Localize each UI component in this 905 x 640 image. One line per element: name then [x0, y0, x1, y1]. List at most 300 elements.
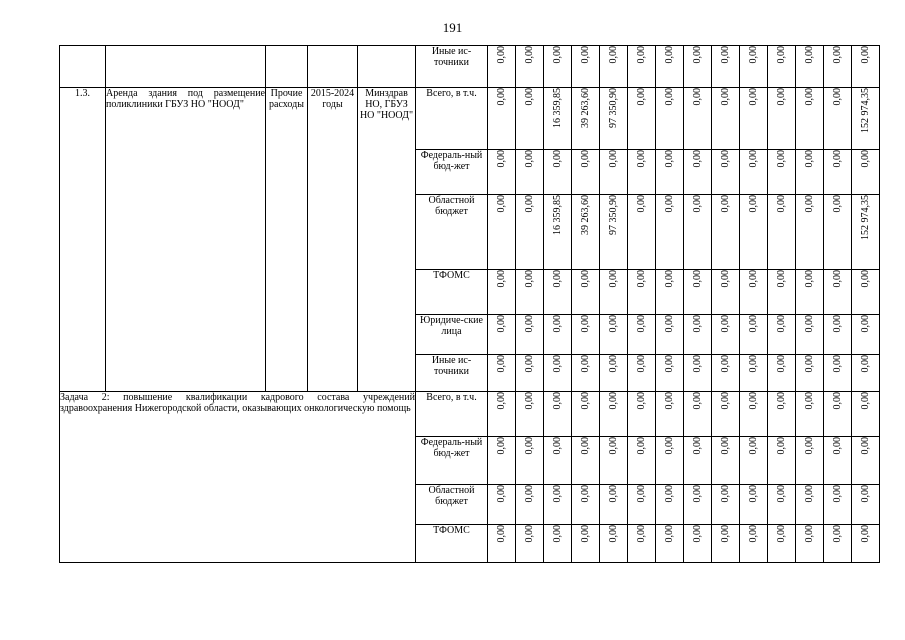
value-text: 0,00	[860, 355, 871, 373]
value-text: 0,00	[664, 525, 675, 543]
value-text: 0,00	[804, 437, 815, 455]
value-cell	[656, 46, 684, 88]
value-cell	[684, 437, 712, 485]
value-text: 0,00	[692, 315, 703, 333]
value-text: 0,00	[608, 485, 619, 503]
value-text: 0,00	[664, 150, 675, 168]
value-cell	[572, 392, 600, 437]
value-cell	[572, 355, 600, 392]
value-text: 0,00	[804, 485, 815, 503]
value-cell	[740, 270, 768, 315]
value-text: 0,00	[636, 437, 647, 455]
value-text: 0,00	[496, 525, 507, 543]
value-cell	[516, 195, 544, 270]
value-text: 0,00	[748, 270, 759, 288]
value-cell	[628, 270, 656, 315]
table-row	[60, 392, 880, 437]
table-body	[60, 46, 880, 563]
value-text: 0,00	[720, 355, 731, 373]
value-cell	[712, 46, 740, 88]
value-cell	[768, 485, 796, 525]
value-cell	[684, 315, 712, 355]
value-text: 0,00	[804, 525, 815, 543]
funding-source: Всего, в т.ч.	[416, 392, 488, 437]
value-cell	[740, 315, 768, 355]
value-cell	[712, 315, 740, 355]
value-text: 0,00	[524, 437, 535, 455]
value-text: 39 263,60	[580, 195, 591, 235]
value-cell	[796, 525, 824, 563]
value-cell	[852, 355, 880, 392]
value-text: 0,00	[496, 437, 507, 455]
value-cell	[628, 46, 656, 88]
value-text: 0,00	[692, 270, 703, 288]
value-cell	[488, 46, 516, 88]
value-cell	[516, 46, 544, 88]
value-cell	[544, 150, 572, 195]
value-cell	[544, 195, 572, 270]
value-cell	[824, 392, 852, 437]
value-cell	[796, 195, 824, 270]
value-text: 0,00	[720, 46, 731, 64]
value-cell	[684, 88, 712, 150]
value-cell	[628, 355, 656, 392]
value-text: 0,00	[552, 46, 563, 64]
value-text: 0,00	[636, 485, 647, 503]
value-cell	[712, 437, 740, 485]
value-text: 0,00	[524, 485, 535, 503]
value-cell	[824, 195, 852, 270]
value-text: 0,00	[608, 525, 619, 543]
value-text: 0,00	[496, 315, 507, 333]
empty-cell	[60, 46, 106, 88]
value-text: 0,00	[524, 270, 535, 288]
value-text: 0,00	[664, 195, 675, 213]
value-text: 16 359,85	[552, 88, 563, 128]
value-text: 0,00	[552, 392, 563, 410]
funding-source: Областной бюджет	[416, 485, 488, 525]
value-text: 0,00	[524, 46, 535, 64]
value-cell	[600, 437, 628, 485]
value-cell	[824, 150, 852, 195]
value-text: 0,00	[748, 46, 759, 64]
value-cell	[544, 355, 572, 392]
value-cell	[656, 150, 684, 195]
table-row	[60, 88, 880, 150]
value-cell	[824, 315, 852, 355]
value-text: 0,00	[692, 195, 703, 213]
value-cell	[740, 46, 768, 88]
funding-source: Всего, в т.ч.	[416, 88, 488, 150]
value-cell	[824, 88, 852, 150]
value-text: 0,00	[776, 46, 787, 64]
value-text: 0,00	[720, 437, 731, 455]
value-text: 0,00	[664, 392, 675, 410]
value-cell	[684, 485, 712, 525]
value-cell	[852, 485, 880, 525]
value-cell	[740, 525, 768, 563]
value-text: 0,00	[804, 315, 815, 333]
value-text: 0,00	[636, 195, 647, 213]
value-cell	[824, 485, 852, 525]
value-text: 0,00	[552, 355, 563, 373]
value-cell	[600, 46, 628, 88]
value-cell	[572, 437, 600, 485]
value-cell	[824, 525, 852, 563]
value-cell	[768, 270, 796, 315]
value-text: 0,00	[776, 355, 787, 373]
value-text: 0,00	[636, 525, 647, 543]
value-cell	[852, 46, 880, 88]
value-text: 0,00	[832, 437, 843, 455]
empty-cell	[308, 46, 358, 88]
value-text: 0,00	[748, 485, 759, 503]
value-cell	[572, 195, 600, 270]
value-cell	[684, 525, 712, 563]
value-cell	[488, 392, 516, 437]
value-cell	[544, 392, 572, 437]
value-text: 0,00	[776, 150, 787, 168]
value-cell	[600, 88, 628, 150]
budget-table	[59, 45, 880, 563]
value-cell	[628, 525, 656, 563]
value-cell	[768, 88, 796, 150]
value-text: 0,00	[748, 150, 759, 168]
funding-source: Иные ис-точники	[416, 46, 488, 88]
value-cell	[740, 437, 768, 485]
value-text: 0,00	[608, 150, 619, 168]
value-text: 0,00	[776, 392, 787, 410]
value-text: 0,00	[608, 437, 619, 455]
value-text: 152 974,35	[860, 195, 871, 240]
value-cell	[516, 485, 544, 525]
value-text: 0,00	[496, 46, 507, 64]
value-text: 0,00	[720, 150, 731, 168]
value-cell	[824, 46, 852, 88]
value-cell	[852, 270, 880, 315]
value-text: 0,00	[524, 195, 535, 213]
value-text: 0,00	[776, 437, 787, 455]
value-cell	[740, 88, 768, 150]
value-text: 0,00	[748, 525, 759, 543]
value-text: 0,00	[636, 315, 647, 333]
value-text: 0,00	[580, 355, 591, 373]
value-text: 0,00	[692, 392, 703, 410]
value-cell	[544, 315, 572, 355]
value-cell	[572, 485, 600, 525]
value-cell	[516, 88, 544, 150]
value-text: 0,00	[832, 392, 843, 410]
value-cell	[544, 485, 572, 525]
value-text: 0,00	[496, 485, 507, 503]
value-cell	[572, 88, 600, 150]
value-cell	[488, 315, 516, 355]
value-cell	[684, 150, 712, 195]
value-text: 0,00	[720, 270, 731, 288]
value-cell	[488, 355, 516, 392]
value-cell	[768, 150, 796, 195]
value-cell	[572, 525, 600, 563]
value-text: 0,00	[524, 525, 535, 543]
value-cell	[628, 392, 656, 437]
value-cell	[516, 150, 544, 195]
value-cell	[628, 88, 656, 150]
value-text: 0,00	[832, 46, 843, 64]
value-text: 152 974,35	[860, 88, 871, 133]
value-cell	[488, 270, 516, 315]
value-cell	[796, 485, 824, 525]
value-text: 0,00	[860, 485, 871, 503]
value-text: 0,00	[496, 392, 507, 410]
value-text: 0,00	[748, 315, 759, 333]
value-text: 0,00	[692, 88, 703, 106]
value-text: 0,00	[832, 315, 843, 333]
value-cell	[488, 195, 516, 270]
value-cell	[656, 437, 684, 485]
value-cell	[852, 437, 880, 485]
value-text: 0,00	[496, 355, 507, 373]
value-text: 0,00	[860, 46, 871, 64]
value-text: 0,00	[524, 88, 535, 106]
value-text: 0,00	[748, 392, 759, 410]
value-cell	[796, 437, 824, 485]
value-cell	[740, 392, 768, 437]
value-cell	[740, 195, 768, 270]
value-text: 0,00	[748, 355, 759, 373]
funding-source: Федераль-ный бюд-жет	[416, 437, 488, 485]
value-cell	[516, 270, 544, 315]
value-text: 0,00	[608, 392, 619, 410]
value-text: 0,00	[692, 150, 703, 168]
value-cell	[852, 88, 880, 150]
value-text: 0,00	[636, 270, 647, 288]
value-text: 0,00	[580, 437, 591, 455]
value-cell	[712, 525, 740, 563]
value-cell	[572, 150, 600, 195]
table-row	[60, 46, 880, 88]
value-text: 0,00	[804, 270, 815, 288]
activity-period: 2015-2024 годы	[308, 88, 358, 392]
funding-source: Федераль-ный бюд-жет	[416, 150, 488, 195]
value-text: 0,00	[860, 315, 871, 333]
value-text: 0,00	[524, 150, 535, 168]
value-text: 0,00	[664, 485, 675, 503]
value-cell	[656, 355, 684, 392]
value-text: 0,00	[720, 485, 731, 503]
value-text: 97 350,90	[608, 88, 619, 128]
value-cell	[768, 525, 796, 563]
funding-source: Юридиче-ские лица	[416, 315, 488, 355]
value-cell	[656, 525, 684, 563]
value-cell	[544, 46, 572, 88]
value-cell	[600, 525, 628, 563]
value-text: 39 263,60	[580, 88, 591, 128]
page-number: 191	[442, 20, 463, 35]
value-cell	[768, 392, 796, 437]
value-text: 0,00	[776, 195, 787, 213]
value-cell	[516, 525, 544, 563]
value-text: 0,00	[776, 525, 787, 543]
value-text: 0,00	[608, 270, 619, 288]
value-text: 0,00	[860, 525, 871, 543]
value-cell	[768, 46, 796, 88]
value-text: 0,00	[552, 437, 563, 455]
value-text: 0,00	[804, 195, 815, 213]
value-text: 0,00	[804, 150, 815, 168]
value-text: 0,00	[664, 46, 675, 64]
value-text: 0,00	[692, 437, 703, 455]
value-text: 0,00	[608, 355, 619, 373]
value-cell	[796, 392, 824, 437]
value-cell	[796, 88, 824, 150]
value-text: 0,00	[636, 355, 647, 373]
value-text: 0,00	[664, 355, 675, 373]
value-cell	[712, 355, 740, 392]
activity-index: 1.3.	[60, 88, 106, 392]
value-text: 0,00	[692, 525, 703, 543]
value-cell	[712, 270, 740, 315]
value-text: 0,00	[552, 525, 563, 543]
value-text: 0,00	[720, 392, 731, 410]
value-text: 0,00	[720, 315, 731, 333]
value-cell	[684, 355, 712, 392]
value-cell	[712, 392, 740, 437]
value-cell	[544, 270, 572, 315]
value-cell	[712, 195, 740, 270]
value-cell	[852, 525, 880, 563]
value-cell	[740, 355, 768, 392]
value-cell	[852, 195, 880, 270]
value-text: 0,00	[776, 315, 787, 333]
funding-source: ТФОМС	[416, 270, 488, 315]
value-cell	[544, 437, 572, 485]
value-cell	[768, 315, 796, 355]
empty-cell	[266, 46, 308, 88]
value-text: 0,00	[720, 525, 731, 543]
value-text: 0,00	[636, 88, 647, 106]
value-cell	[768, 355, 796, 392]
value-text: 0,00	[580, 150, 591, 168]
empty-cell	[358, 46, 416, 88]
value-text: 0,00	[580, 46, 591, 64]
value-text: 0,00	[860, 437, 871, 455]
value-cell	[684, 392, 712, 437]
value-cell	[656, 195, 684, 270]
value-text: 0,00	[720, 88, 731, 106]
value-cell	[488, 437, 516, 485]
value-cell	[628, 437, 656, 485]
value-text: 0,00	[524, 392, 535, 410]
value-text: 0,00	[832, 270, 843, 288]
task-description: Задача 2: повышение квалификации кадрового состава учреждений здравоохранения Нижегородской области, оказывающих онкологическую помощь	[60, 392, 416, 563]
value-cell	[768, 437, 796, 485]
value-text: 0,00	[580, 392, 591, 410]
value-cell	[852, 150, 880, 195]
value-cell	[796, 355, 824, 392]
value-text: 0,00	[524, 355, 535, 373]
value-cell	[572, 270, 600, 315]
value-cell	[656, 315, 684, 355]
value-cell	[796, 150, 824, 195]
value-cell	[488, 150, 516, 195]
value-cell	[628, 195, 656, 270]
value-cell	[488, 485, 516, 525]
value-text: 0,00	[552, 485, 563, 503]
value-text: 0,00	[580, 485, 591, 503]
value-text: 0,00	[720, 195, 731, 213]
value-text: 0,00	[776, 270, 787, 288]
value-text: 0,00	[664, 315, 675, 333]
value-cell	[824, 437, 852, 485]
value-cell	[712, 150, 740, 195]
value-text: 0,00	[496, 150, 507, 168]
value-text: 0,00	[832, 355, 843, 373]
value-text: 0,00	[832, 525, 843, 543]
activity-executor: Минздрав НО, ГБУЗ НО "НООД"	[358, 88, 416, 392]
funding-source: Областной бюджет	[416, 195, 488, 270]
value-cell	[572, 46, 600, 88]
value-cell	[824, 355, 852, 392]
value-cell	[656, 88, 684, 150]
value-cell	[600, 195, 628, 270]
value-text: 0,00	[580, 270, 591, 288]
value-text: 0,00	[860, 150, 871, 168]
value-text: 0,00	[804, 392, 815, 410]
value-text: 0,00	[804, 46, 815, 64]
value-text: 0,00	[832, 195, 843, 213]
value-text: 0,00	[580, 525, 591, 543]
value-text: 0,00	[636, 46, 647, 64]
value-text: 0,00	[552, 150, 563, 168]
value-cell	[740, 150, 768, 195]
value-cell	[628, 485, 656, 525]
value-cell	[516, 437, 544, 485]
value-text: 0,00	[776, 485, 787, 503]
value-cell	[684, 46, 712, 88]
value-cell	[824, 270, 852, 315]
value-cell	[600, 392, 628, 437]
value-text: 0,00	[832, 150, 843, 168]
value-text: 0,00	[748, 88, 759, 106]
value-cell	[684, 270, 712, 315]
value-cell	[544, 88, 572, 150]
value-cell	[628, 150, 656, 195]
value-cell	[516, 315, 544, 355]
value-text: 0,00	[496, 270, 507, 288]
value-text: 0,00	[692, 46, 703, 64]
funding-source: ТФОМС	[416, 525, 488, 563]
value-text: 0,00	[804, 355, 815, 373]
value-cell	[684, 195, 712, 270]
value-cell	[600, 355, 628, 392]
value-cell	[852, 392, 880, 437]
value-cell	[628, 315, 656, 355]
value-cell	[656, 270, 684, 315]
value-cell	[656, 392, 684, 437]
funding-source: Иные ис-точники	[416, 355, 488, 392]
value-text: 0,00	[636, 392, 647, 410]
value-cell	[852, 315, 880, 355]
activity-category: Прочие расходы	[266, 88, 308, 392]
value-text: 0,00	[664, 88, 675, 106]
value-text: 0,00	[552, 270, 563, 288]
value-text: 0,00	[580, 315, 591, 333]
value-text: 0,00	[748, 195, 759, 213]
value-text: 0,00	[524, 315, 535, 333]
value-cell	[740, 485, 768, 525]
value-text: 16 359,85	[552, 195, 563, 235]
value-cell	[544, 525, 572, 563]
